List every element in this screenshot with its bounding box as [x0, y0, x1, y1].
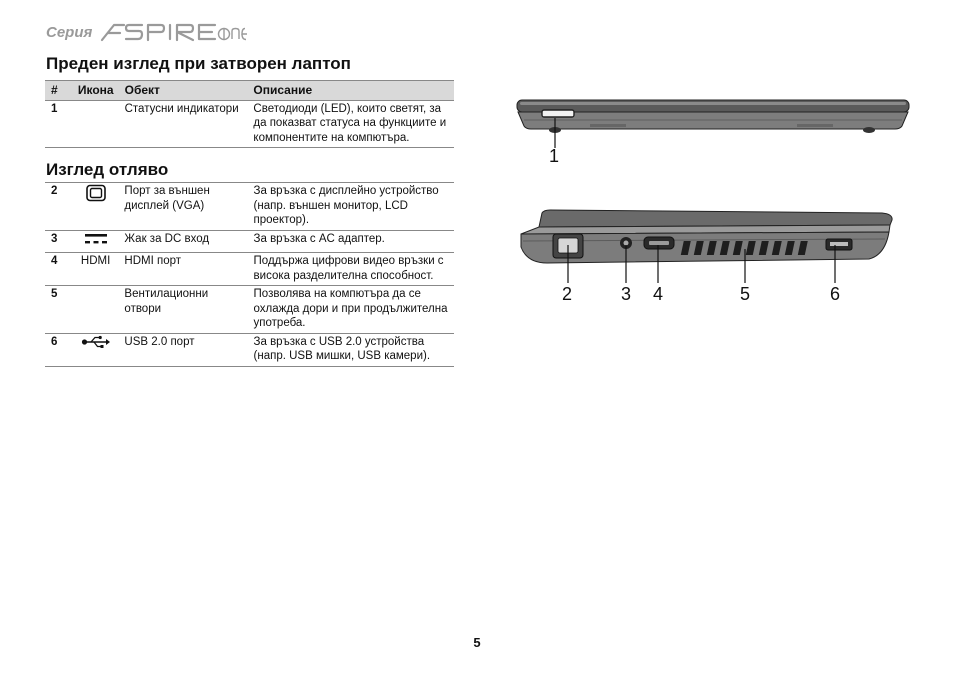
row-num: 2	[51, 185, 58, 197]
section-title-front: Преден изглед при затворен лаптоп	[46, 54, 351, 73]
table-row	[45, 183, 454, 231]
table-header-row	[45, 81, 454, 101]
row-description: За връзка с AC адаптер.	[253, 232, 385, 245]
row-num: 1	[51, 102, 58, 115]
callout-3: 3	[621, 284, 632, 304]
laptop-front-illustration	[512, 96, 912, 142]
page-number: 5	[473, 635, 481, 650]
hdmi-text-icon: HDMI	[80, 255, 111, 267]
aspire-one-logo	[98, 20, 248, 44]
col-header-description: Описание	[250, 81, 454, 101]
dc-power-icon	[84, 232, 108, 246]
callout-lines-left	[560, 245, 850, 285]
table-row	[45, 100, 454, 148]
table-row	[45, 333, 454, 366]
row-description: Светодиоди (LED), които светят, за да показват статуса на функциите и компонентите на компютъра.	[253, 102, 447, 144]
left-view-table	[45, 182, 454, 367]
section-title-left: Изглед отляво	[46, 160, 169, 179]
row-description: За връзка с дисплейно устройство (напр. външен монитор, LCD проектор).	[253, 185, 439, 226]
front-view-table	[45, 80, 454, 148]
row-object: Статусни индикатори	[124, 102, 239, 115]
row-description: Позволява на компютъра да се охлажда дори и при продължителна употреба.	[253, 288, 448, 329]
row-icon	[70, 100, 122, 148]
callout-4: 4	[653, 284, 664, 304]
series-label: Серия	[46, 23, 93, 41]
callout-1: 1	[549, 146, 560, 166]
row-object: Порт за външен дисплей (VGA)	[124, 185, 210, 212]
row-object: USB 2.0 порт	[124, 335, 195, 348]
callout-6: 6	[830, 284, 841, 304]
row-num: 4	[51, 255, 58, 267]
callout-2: 2	[562, 284, 573, 304]
row-object: HDMI порт	[124, 255, 182, 267]
col-header-icon: Икона	[70, 81, 122, 101]
page-header	[46, 18, 248, 46]
callout-5: 5	[740, 284, 751, 304]
row-num: 6	[51, 335, 58, 348]
table-row	[45, 230, 454, 253]
row-num: 5	[51, 288, 58, 300]
table-row	[45, 253, 454, 286]
row-description: За връзка с USB 2.0 устройства (напр. USB мишки, USB камери).	[253, 335, 431, 362]
callout-line-1	[553, 118, 557, 148]
col-header-num: #	[45, 81, 70, 101]
row-object: Вентилационни отвори	[124, 288, 209, 315]
vga-monitor-icon	[85, 184, 107, 202]
row-icon	[70, 286, 122, 334]
row-object: Жак за DC вход	[124, 232, 210, 245]
usb-icon	[81, 335, 111, 349]
col-header-object: Обект	[122, 81, 251, 101]
table-row	[45, 286, 454, 334]
row-description: Поддържа цифрови видео връзки с висока разделителна способност.	[253, 255, 444, 282]
row-num: 3	[51, 232, 58, 245]
